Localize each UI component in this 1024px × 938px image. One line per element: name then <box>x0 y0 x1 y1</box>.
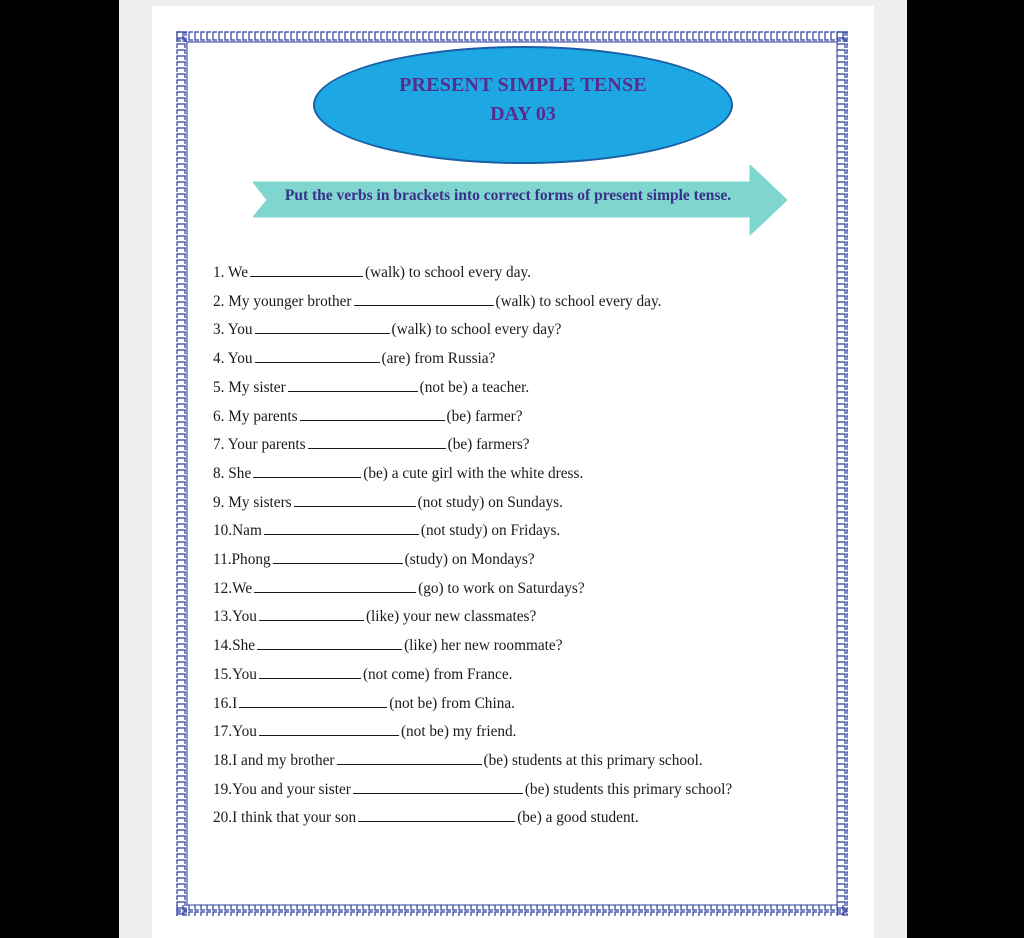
exercise-item <box>213 693 515 715</box>
exercise-item <box>213 434 530 456</box>
exercise-subject: 12.We <box>213 579 253 597</box>
exercise-item <box>213 635 563 657</box>
exercise-prompt: (like) your new classmates? <box>365 608 537 626</box>
exercise-subject: 3. You <box>213 321 253 339</box>
exercise-subject: 10.Nam <box>213 522 262 540</box>
answer-blank[interactable] <box>254 578 416 593</box>
exercise-prompt: (not be) from China. <box>389 694 515 712</box>
exercise-item <box>213 291 661 313</box>
answer-blank[interactable] <box>358 807 515 822</box>
exercise-subject: 6. My parents <box>213 407 298 425</box>
exercise-item <box>213 779 732 801</box>
exercise-prompt: (not be) my friend. <box>400 723 517 741</box>
exercise-item <box>213 463 583 485</box>
answer-blank[interactable] <box>294 492 416 507</box>
exercise-prompt: (walk) to school every day. <box>365 264 531 281</box>
exercise-subject: 19.You and your sister <box>213 780 351 798</box>
exercise-prompt: (walk) to school every day. <box>495 292 662 310</box>
answer-blank[interactable] <box>250 262 363 277</box>
exercise-subject: 14.She <box>213 637 256 655</box>
exercise-subject: 13.You <box>213 608 257 626</box>
answer-blank[interactable] <box>257 635 402 650</box>
exercise-item <box>213 549 535 571</box>
exercise-item <box>213 262 531 284</box>
answer-blank[interactable] <box>255 348 380 363</box>
exercise-item <box>213 319 561 341</box>
exercise-subject: 15.You <box>213 665 257 683</box>
answer-blank[interactable] <box>264 520 419 535</box>
exercise-prompt: (be) students at this primary school. <box>483 751 703 769</box>
exercise-subject: 4. You <box>213 350 253 368</box>
answer-blank[interactable] <box>337 750 482 765</box>
exercise-prompt: (not come) from France. <box>362 665 513 683</box>
exercise-prompt: (are) from Russia? <box>381 350 496 368</box>
answer-blank[interactable] <box>273 549 403 564</box>
answer-blank[interactable] <box>308 434 446 449</box>
exercise-subject: 17.You <box>213 723 257 741</box>
worksheet-title: PRESENT SIMPLE TENSE <box>399 74 647 96</box>
title-oval <box>313 46 733 164</box>
answer-blank[interactable] <box>259 721 399 736</box>
exercise-item <box>213 492 563 514</box>
exercise-subject: 18.I and my brother <box>213 751 335 769</box>
exercise-subject: 8. She <box>213 464 252 482</box>
answer-blank[interactable] <box>259 664 361 679</box>
exercise-item <box>213 807 639 829</box>
exercise-prompt: (not be) a teacher. <box>419 378 530 396</box>
exercise-prompt: (be) a cute girl with the white dress. <box>363 464 584 482</box>
exercise-subject: 7. Your parents <box>213 436 306 454</box>
instruction-text: Put the verbs in brackets into correct forms of present simple tense. <box>284 187 732 204</box>
instruction-arrow-banner <box>253 165 789 237</box>
exercise-item <box>213 406 523 428</box>
exercise-prompt: (go) to work on Saturdays? <box>418 579 585 597</box>
answer-blank[interactable] <box>288 377 418 392</box>
exercise-item <box>213 578 585 600</box>
answer-blank[interactable] <box>353 779 523 794</box>
exercise-item <box>213 520 560 542</box>
exercise-prompt: (not study) on Sundays. <box>417 493 563 511</box>
answer-blank[interactable] <box>300 406 445 421</box>
worksheet-day: DAY 03 <box>490 103 556 125</box>
exercise-item <box>213 606 536 628</box>
exercise-subject: 16.I <box>213 694 238 712</box>
exercise-subject: 2. My younger brother <box>213 292 352 310</box>
answer-blank[interactable] <box>259 606 364 621</box>
exercise-item <box>213 750 703 772</box>
exercise-prompt: (be) farmer? <box>446 407 523 425</box>
exercise-subject: 11.Phong <box>213 551 271 568</box>
answer-blank[interactable] <box>253 463 361 478</box>
answer-blank[interactable] <box>239 693 387 708</box>
exercise-subject: 1. We <box>213 264 249 281</box>
answer-blank[interactable] <box>255 319 390 334</box>
exercise-prompt: (walk) to school every day? <box>391 321 562 339</box>
exercise-subject: 5. My sister <box>213 378 286 396</box>
exercise-subject: 9. My sisters <box>213 493 292 511</box>
exercise-item <box>213 377 529 399</box>
exercise-subject: 20.I think that your son <box>213 809 357 827</box>
exercise-prompt: (be) farmers? <box>447 436 530 454</box>
exercise-prompt: (study) on Mondays? <box>404 551 535 568</box>
exercise-item <box>213 664 512 686</box>
exercise-item <box>213 721 516 743</box>
answer-blank[interactable] <box>354 291 494 306</box>
exercise-prompt: (be) students this primary school? <box>524 780 733 798</box>
exercise-prompt: (like) her new roommate? <box>404 637 563 655</box>
exercise-prompt: (be) a good student. <box>517 809 639 827</box>
exercise-item <box>213 348 495 370</box>
exercise-prompt: (not study) on Fridays. <box>420 522 561 540</box>
